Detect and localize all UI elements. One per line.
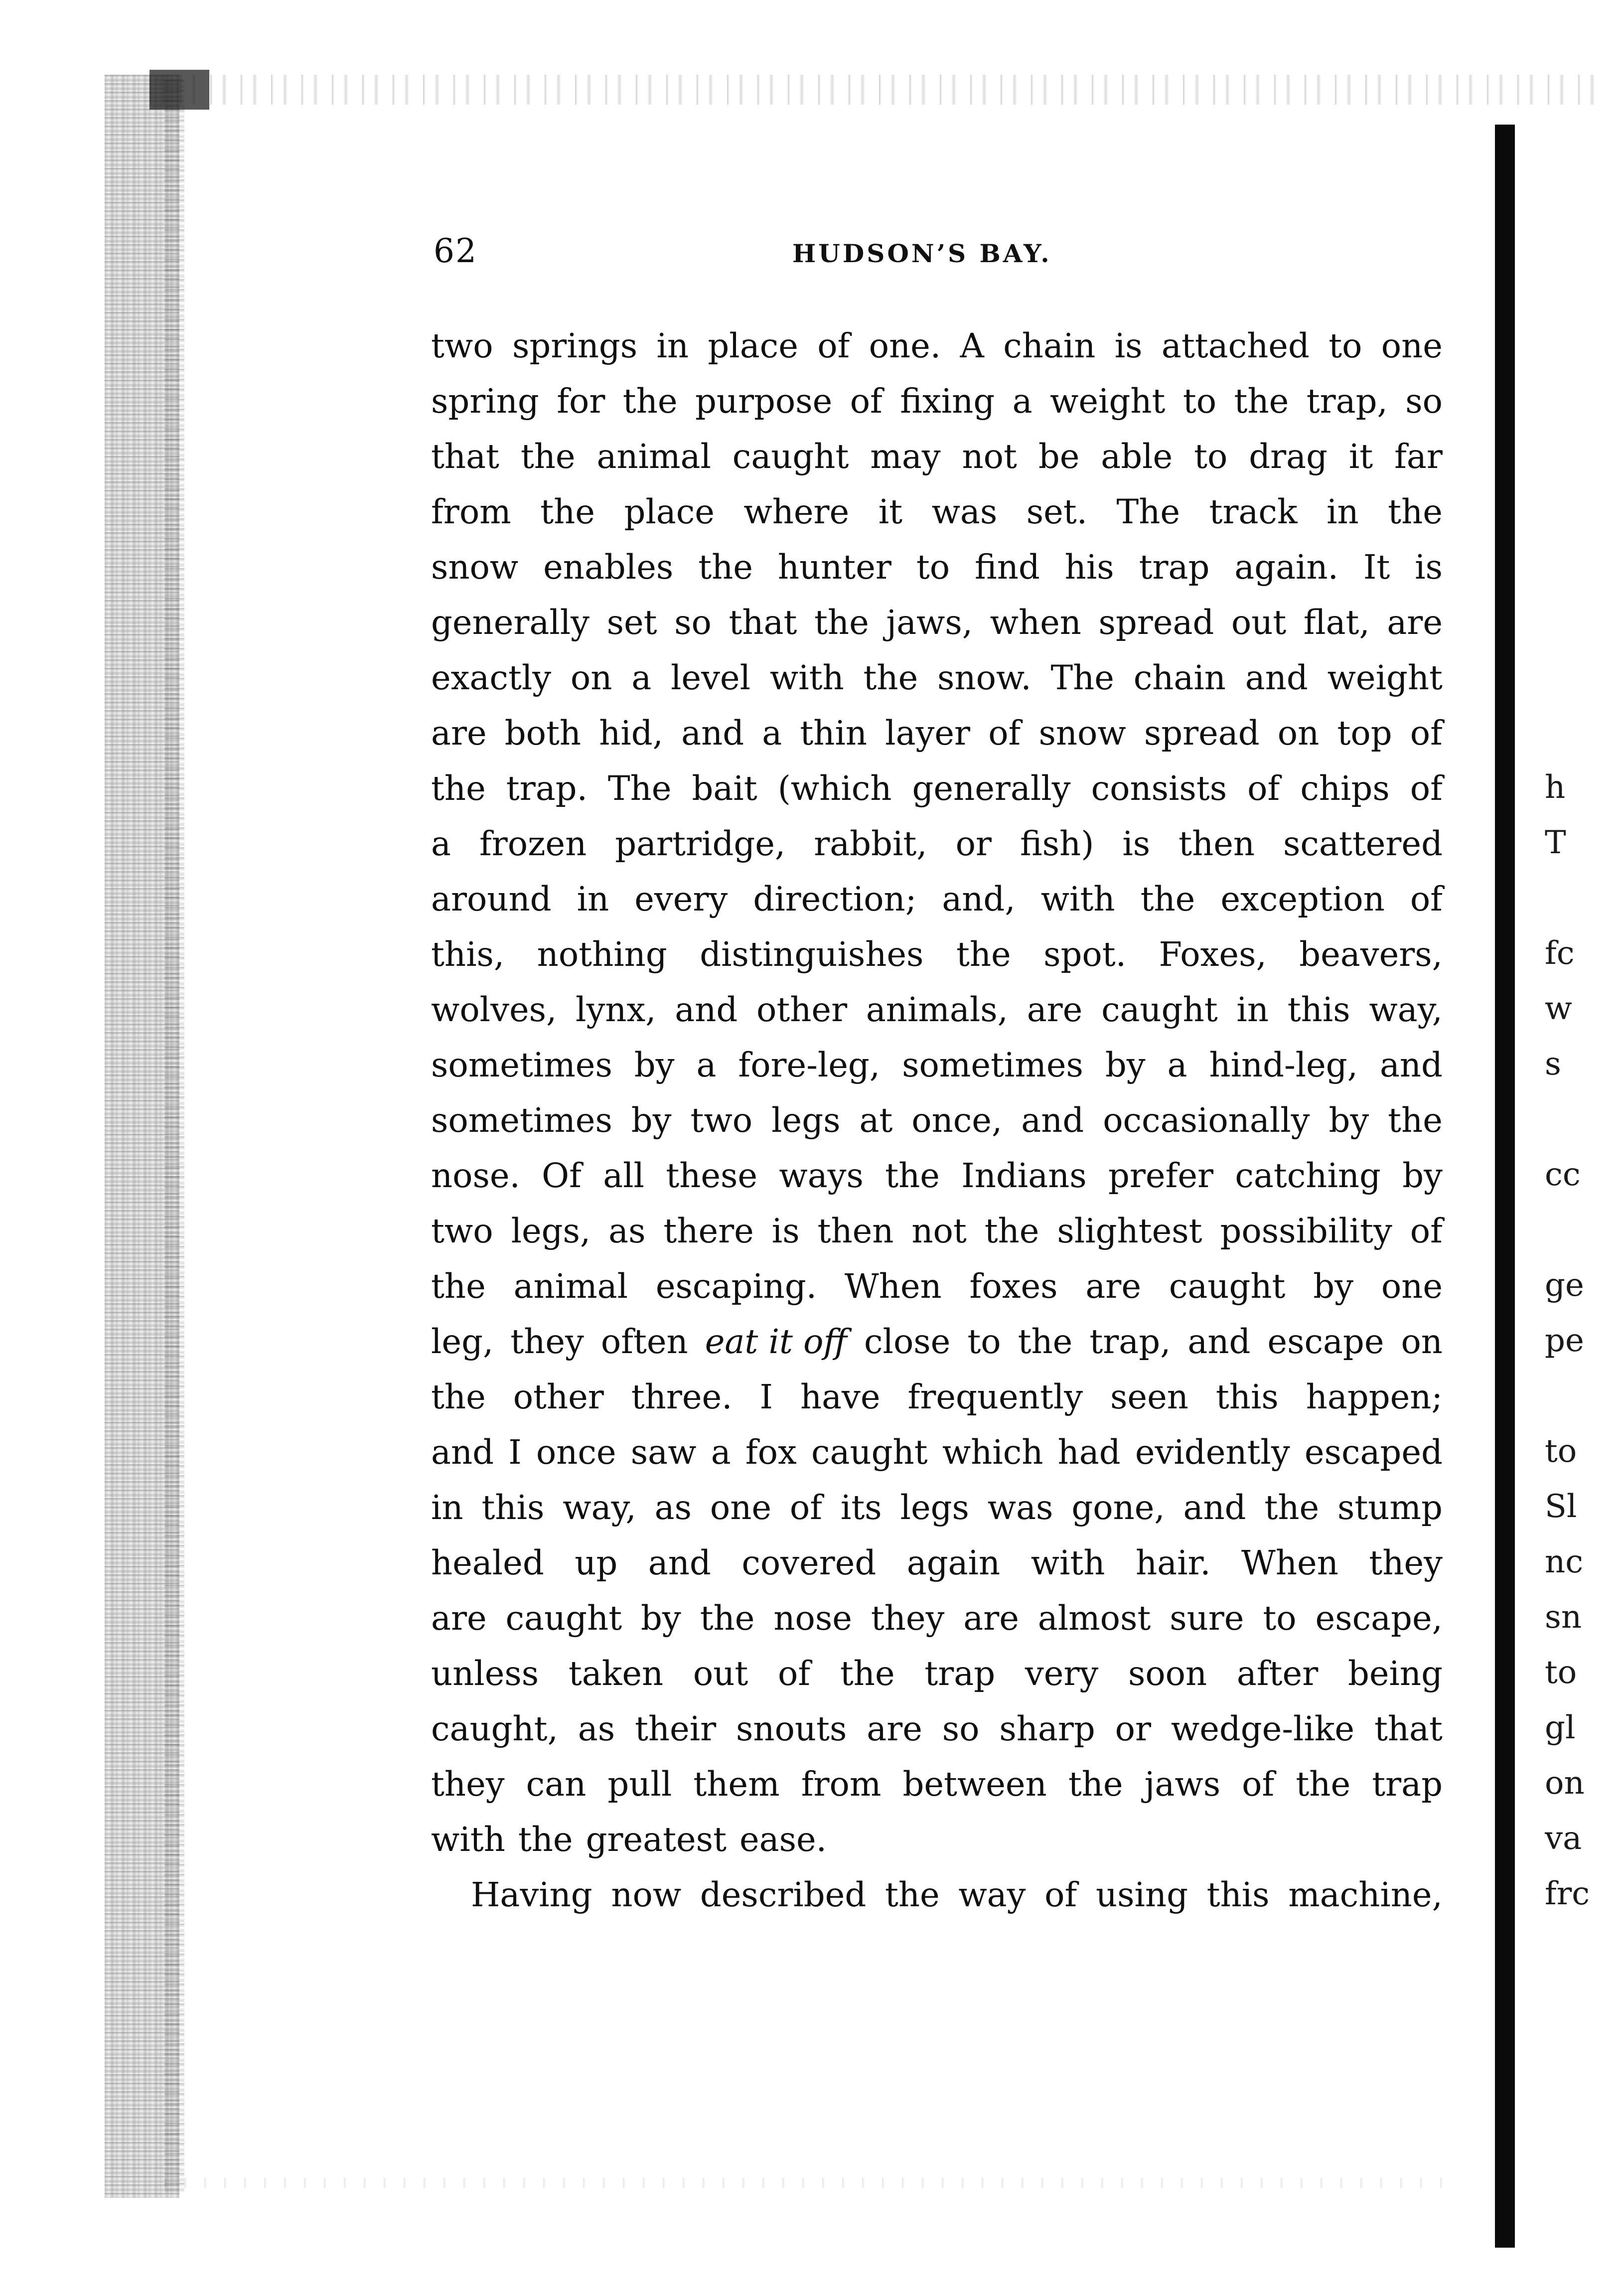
text-line: nose. Of all these ways the Indians prefer catching by [431,1156,1443,1195]
facing-page-fragment: h [1545,769,1566,806]
facing-page-fragments [1545,326,1620,1931]
facing-page-fragment [1545,603,1620,658]
text-line: in this way, as one of its legs was gone, and the stump [431,1488,1443,1527]
text-line: are both hid, and a thin layer of snow spread on top of [431,714,1443,753]
text-line: sometimes by a fore-leg, sometimes by a hind-leg, and [431,1046,1443,1084]
text-line: this, nothing distinguishes the spot. Foxes, beavers, [431,935,1443,974]
facing-page-fragment: fc [1545,935,1575,972]
italic-phrase: eat it off [705,1322,847,1361]
scan-corner-blot [149,70,209,110]
page-number: 62 [434,232,477,270]
text-line: generally set so that the jaws, when spread out flat, are [431,603,1443,642]
text-line: the animal escaping. When foxes are caught by one [431,1267,1443,1306]
paragraph-first-line: Having now described the way of using this machine, [471,1875,1443,1914]
facing-page-fragment: Sl [1545,1488,1577,1525]
text-line: two springs in place of one. A chain is attached to one [431,326,1443,365]
facing-page-fragment: nc [1545,1543,1584,1580]
facing-page-fragment: cc [1545,1156,1581,1193]
text-line: sometimes by two legs at once, and occasionally by the [431,1101,1443,1140]
text-line: they can pull them from between the jaws of the trap [431,1765,1443,1804]
text-line: are caught by the nose they are almost sure to escape, [431,1599,1443,1638]
facing-page-fragment [1545,326,1620,382]
facing-page-fragment [1545,658,1620,714]
text-line: unless taken out of the trap very soon after being [431,1654,1443,1693]
text-line: around in every direction; and, with the exception of [431,880,1443,918]
text-line: snow enables the hunter to find his trap again. It is [431,548,1443,587]
scan-bottom-noise [164,2178,1460,2188]
text-line: caught, as their snouts are so sharp or wedge-like that [431,1709,1443,1748]
text-line: and I once saw a fox caught which had evidently escaped [431,1433,1443,1472]
page-header [434,232,1450,282]
facing-page-fragment [1545,437,1620,492]
facing-page-fragment: to [1545,1654,1577,1691]
text-line: leg, they often eat it off close to the trap, and escape on [431,1322,1443,1361]
text-line: the other three. I have frequently seen this happen; [431,1377,1443,1416]
facing-page-fragment: on [1545,1765,1585,1802]
body-text [431,326,1443,1931]
text-line: the trap. The bait (which generally consists of chips of [431,769,1443,808]
text-line: spring for the purpose of fixing a weight to the trap, so [431,382,1443,421]
facing-page-fragment [1545,1212,1620,1267]
text-line: healed up and covered again with hair. When they [431,1543,1443,1582]
facing-page-fragment [1545,880,1620,935]
facing-page-fragment [1545,492,1620,548]
text-line: that the animal caught may not be able to drag it far [431,437,1443,476]
facing-page-fragment [1545,1377,1620,1433]
facing-page-fragment: va [1545,1820,1582,1857]
scan-top-noise [149,75,1595,105]
facing-page-fragment: to [1545,1433,1577,1470]
facing-page-fragment: s [1545,1046,1561,1082]
facing-page-fragment [1545,382,1620,437]
facing-page-fragment: T [1545,824,1566,861]
running-head: HUDSON’S BAY. [792,239,1052,268]
facing-page-fragment: sn [1545,1599,1582,1636]
text-line: from the place where it was set. The track in the [431,492,1443,531]
facing-page-fragment [1545,1101,1620,1156]
facing-page-fragment: frc [1545,1875,1590,1912]
facing-page-fragment: w [1545,990,1572,1027]
text-line: with the greatest ease. [431,1820,827,1859]
text-line: two legs, as there is then not the slightest possibility of [431,1212,1443,1250]
text-line: exactly on a level with the snow. The chain and weight [431,658,1443,697]
facing-page-fragment: gl [1545,1709,1576,1746]
facing-page-fragment [1545,714,1620,769]
binding-edge [1495,125,1515,2248]
scan-gutter-edge [164,80,184,2193]
text-line: a frozen partridge, rabbit, or fish) is then scattered [431,824,1443,863]
facing-page-fragment [1545,548,1620,603]
facing-page-fragment: ge [1545,1267,1584,1304]
text-line: wolves, lynx, and other animals, are caught in this way, [431,990,1443,1029]
facing-page-fragment: pe [1545,1322,1584,1359]
